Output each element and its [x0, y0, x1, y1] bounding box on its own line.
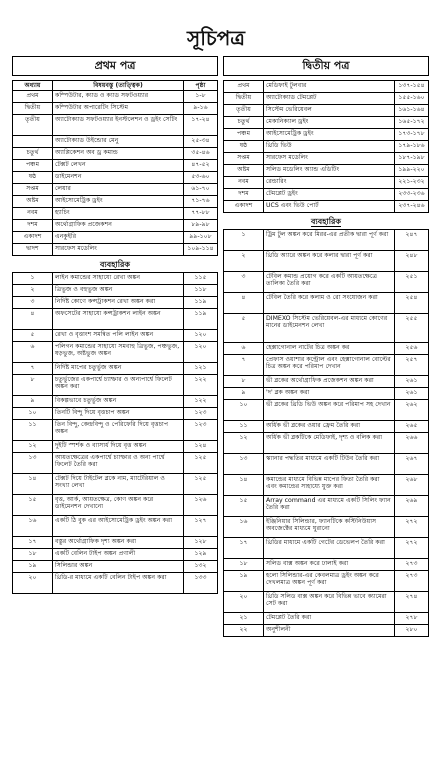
page-cell: ২৮০	[395, 625, 429, 637]
table-row	[13, 537, 218, 549]
chapter-cell: দশম	[224, 189, 264, 201]
table-row	[13, 516, 218, 537]
topic-cell: ইঞ্জিনিয়ার সিলিন্ডার, ফ্যানটিকে কস্টিনিউয়াস অবজেক্টের মাধ্যমে ঘুরানো	[264, 517, 395, 538]
table-row	[224, 400, 429, 421]
topic-cell: থ্রিডির মাধ্যমে একটি গেটের ডেভেলপ তৈরি করা	[264, 538, 395, 559]
table-row	[13, 474, 218, 495]
table-row	[13, 148, 218, 160]
table-row	[224, 496, 429, 517]
page-cell: ১২৩	[184, 420, 218, 441]
page-cell: ২৬২	[395, 400, 429, 421]
page-cell: ১২৯	[184, 549, 218, 561]
page-cell: ৯-১৬	[184, 103, 218, 115]
page-cell: ১২৩	[184, 408, 218, 420]
page-cell: ১০৯-১১৪	[184, 244, 218, 256]
topic-cell: সলিড মডেলিং অ্যান্ড এডিটিং	[264, 165, 395, 177]
page-cell: ১৭-২৪	[184, 115, 218, 136]
page-cell: ১৩৩	[184, 573, 218, 594]
table-row	[224, 613, 429, 625]
section-heading-practical: ব্যবহারিক	[99, 260, 131, 270]
topic-cell: অফসেটের সাহায্যে কন্সট্রাকশন লাইন অঙ্কন	[53, 309, 184, 330]
table-row	[224, 517, 429, 538]
topic-cell: ট্রিম টুল অঙ্কন করে মিরর-এর প্রতীক দ্বারা পূর্ণ করা	[264, 230, 395, 251]
topic-cell: অর্ধিক ভী ব্লকটিকে মেডিফাই, দৃশ্য ও বলিক করা	[264, 433, 395, 454]
chapter-cell: নবম	[224, 177, 264, 189]
table-row	[224, 230, 429, 251]
table-row	[224, 153, 429, 165]
topic-cell: UCS এবং ভিউ পোর্ট	[264, 201, 395, 213]
chapter-cell: ১১	[13, 420, 53, 441]
topic-cell: অর্ধিক ভী ব্লকের ওয়ার ফ্রেম তৈরি করা	[264, 421, 395, 433]
chapter-cell: দ্বাদশ	[13, 244, 53, 256]
table-row	[13, 232, 218, 244]
topic-cell: থ্রিডি ভিউ	[264, 141, 395, 153]
page-cell: ২৭৮	[395, 613, 429, 625]
page-cell: ১১৫	[184, 273, 218, 285]
topic-cell: থ্রিডি-র মাধ্যমে একটি বেলিন টাইপ অঙ্কন করা	[53, 573, 184, 594]
topic-cell: 'দ' ব্লক অঙ্কন করা	[264, 388, 395, 400]
page-cell: ২৬৬	[395, 433, 429, 454]
topic-cell: দুইটি স্পর্শক ও ব্যাসার্ধ দিয়ে বৃত্ত অঙ্কন	[53, 441, 184, 453]
chapter-cell: ২০	[13, 573, 53, 594]
chapter-cell: ২	[13, 285, 53, 297]
chapter-cell: ১৬	[13, 516, 53, 537]
page-cell: ১৮৭-১৯৮	[395, 153, 429, 165]
page-cell: ২৭৩	[395, 559, 429, 571]
second-paper-table	[223, 80, 429, 637]
page-cell: ১২০	[184, 342, 218, 363]
topic-cell: টেক্সট দিয়ে টাইটেল ব্লকে নাম, ম্যাটেরিয়াল ও সংখ্যা লেখা	[53, 474, 184, 495]
topic-cell: হলো সিলিন্ডার-এর কেবলমাত্র ড্রইং অঙ্কন করে দেখলমাত্র অঙ্কন পূর্ণ করা	[264, 571, 395, 592]
topic-cell: অনুশীলনী	[264, 625, 395, 637]
table-row	[13, 375, 218, 396]
page-cell: ১৭৯-১৮৬	[395, 141, 429, 153]
table-row	[224, 201, 429, 213]
chapter-cell: ১১	[224, 421, 264, 433]
chapter-cell: ১৪	[13, 474, 53, 495]
table-row	[13, 160, 218, 172]
page-cell: ২৫৭	[395, 355, 429, 376]
chapter-cell: ৬	[13, 342, 53, 363]
table-row	[224, 105, 429, 117]
page-cell: ২৫৬	[395, 343, 429, 355]
table-row	[13, 91, 218, 103]
topic-cell: টেমপ্লেট ড্রইং	[264, 189, 395, 201]
table-row	[224, 433, 429, 454]
page-cell: ১-৮	[184, 91, 218, 103]
table-row	[13, 285, 218, 297]
chapter-cell: ২	[224, 251, 264, 272]
table-row	[224, 376, 429, 388]
chapter-cell: দ্বিতীয়	[224, 93, 264, 105]
page-cell: ১৬৫-১৭২	[395, 117, 429, 129]
table-row	[224, 559, 429, 571]
chapter-cell: ৯	[224, 388, 264, 400]
topic-cell: থ্রিডি অ্যারে অঙ্কন করে কলার দ্বারা পূর্ণ করা	[264, 251, 395, 272]
page-cell: ২৬৫	[395, 421, 429, 433]
table-row	[224, 454, 429, 475]
chapter-cell: ৭	[13, 363, 53, 375]
page-cell: ১২৭	[184, 516, 218, 537]
page-cell: ২৭৪	[395, 592, 429, 613]
topic-cell: টেবিল কমান্ড প্রয়োগ করে একটি আয়তক্ষেত্রে তালিকা তৈরি করা	[264, 272, 395, 293]
page-cell: ২৩৩-২৩৬	[395, 189, 429, 201]
chapter-cell: পঞ্চম	[224, 129, 264, 141]
page-cell: ১৩২	[184, 561, 218, 573]
table-row	[224, 117, 429, 129]
topic-cell: টেবিল তৈরি করে কলাম ও রো সংযোজন করা	[264, 293, 395, 314]
chapter-cell: ৯	[13, 396, 53, 408]
table-row	[13, 396, 218, 408]
table-row	[224, 421, 429, 433]
page-cell: ২৬৭	[395, 454, 429, 475]
chapter-cell: ৩	[13, 297, 53, 309]
page-cell: ৪৭-৫২	[184, 160, 218, 172]
chapter-cell: ১৭	[13, 537, 53, 549]
topic-cell: রেন্ডারিং	[264, 177, 395, 189]
table-row	[224, 355, 429, 376]
chapter-cell: সপ্তম	[224, 153, 264, 165]
topic-cell: কমান্ডের মাধ্যমে বিভিন্ন মাপের ফিতা তৈরি করা এবং কমান্ডের সাহায্যে যুক্ত করা	[264, 475, 395, 496]
chapter-cell: ৪	[224, 293, 264, 314]
page-cell: ৬১-৭০	[184, 184, 218, 196]
table-row	[224, 625, 429, 637]
table-row	[224, 475, 429, 496]
table-header-row	[13, 81, 218, 91]
table-row	[224, 592, 429, 613]
topic-cell: কম্পিউটার, ক্যাড ও ক্যাড সফটওয়্যার	[53, 91, 184, 103]
topic-cell: অর্থোগ্রাফিক প্রজেকশন	[53, 220, 184, 232]
topic-cell: এনকুইরি	[53, 232, 184, 244]
table-row	[13, 408, 218, 420]
topic-cell: আইসোমেট্রিক ড্রইং	[264, 129, 395, 141]
table-row	[224, 177, 429, 189]
chapter-cell: ১৩	[13, 453, 53, 474]
chapter-cell: দশম	[13, 220, 53, 232]
chapter-cell: ১২	[224, 433, 264, 454]
page-cell: ৮৯-৯৮	[184, 220, 218, 232]
page-cell: ১৬১-১৬৪	[395, 105, 429, 117]
first-paper-table	[12, 80, 218, 594]
chapter-cell: ৩	[224, 272, 264, 293]
table-row	[13, 208, 218, 220]
topic-cell: তিন বিন্দু, কেন্দ্রবিন্দু ও পেরিফেরি দিয়ে বৃত্তচাপ অঙ্কন	[53, 420, 184, 441]
topic-cell: মেডিফাই টুলবার	[264, 81, 395, 93]
table-row	[13, 297, 218, 309]
table-row	[224, 129, 429, 141]
page-cell: ২৬১	[395, 376, 429, 388]
topic-cell: অ্যাটোক্যাড সফটওয়্যার ইনস্টলেশন ও ড্রইং সেটিং	[53, 115, 184, 136]
section-heading-practical: ব্যবহারিক	[310, 217, 342, 226]
page-cell: ১২৪	[184, 441, 218, 453]
table-row	[13, 441, 218, 453]
topic-cell: টেক্সট লেখন	[53, 160, 184, 172]
chapter-cell: ষষ্ঠ	[224, 141, 264, 153]
page-cell: ১২৫	[184, 474, 218, 495]
table-row	[224, 343, 429, 355]
table-row	[224, 571, 429, 592]
topic-cell: টেমপ্লেট তৈরি করা	[264, 613, 395, 625]
topic-cell: বৃত্ত, আর্ক, আয়তক্ষেত্র, কোণ অঙ্কন করে ডাইমেনশন দেখানো	[53, 495, 184, 516]
chapter-cell: ৮	[13, 375, 53, 396]
column-header: পৃষ্ঠা	[184, 81, 218, 91]
chapter-cell: ১৯	[13, 561, 53, 573]
page-cell: ২৫১	[395, 272, 429, 293]
chapter-cell: চতুর্থ	[13, 148, 53, 160]
table-row	[224, 189, 429, 201]
chapter-cell: ১৭	[224, 538, 264, 559]
table-row	[224, 314, 429, 343]
page-cell: ২৩৭-২৪৬	[395, 201, 429, 213]
table-row	[13, 549, 218, 561]
topic-cell: থ্রিডি সলিড বাক্স অঙ্কন করে বিভিন্ন ভাবে ক্যামেরা সেট করা	[264, 592, 395, 613]
first-paper-column	[12, 56, 218, 594]
column-header: অধ্যায়	[13, 81, 53, 91]
topic-cell: Array command এর মাধ্যমে একটি সিলিং ফ্যান তৈরি করা	[264, 496, 395, 517]
page-cell: ২৫৫	[395, 314, 429, 343]
chapter-cell: দ্বিতীয়	[13, 103, 53, 115]
topic-cell: একটি ঠি বুক এর আইসোমেট্রিক ড্রইং অঙ্কন করা	[53, 516, 184, 537]
chapter-cell: অষ্টম	[224, 165, 264, 177]
chapter-cell: ১০	[224, 400, 264, 421]
table-row	[13, 342, 218, 363]
topic-cell: নির্দিষ্ট মাপের চতুর্ভুজ অঙ্কন	[53, 363, 184, 375]
chapter-cell: চতুর্থ	[224, 117, 264, 129]
page-cell: ২৭২	[395, 517, 429, 538]
table-row	[13, 220, 218, 232]
table-row	[224, 388, 429, 400]
topic-cell: ভী ব্লকের থ্রিডি ভিউ অঙ্কন করে পরিমাপ সহ দেখান	[264, 400, 395, 421]
page-cell: ১২৮	[184, 537, 218, 549]
page-cell: ১২১	[184, 363, 218, 375]
table-row	[13, 561, 218, 573]
chapter-cell: ৫	[13, 330, 53, 342]
chapter-cell	[13, 136, 53, 148]
page-cell: ২৪৮	[395, 251, 429, 272]
topic-cell: কম্পিউটার অপারেটিং সিস্টেম	[53, 103, 184, 115]
page-cell: ২৭৩	[395, 571, 429, 592]
chapter-cell: ১৮	[224, 559, 264, 571]
first-paper-header: প্রথম পত্র	[12, 56, 218, 76]
table-row	[13, 103, 218, 115]
chapter-cell: ২১	[224, 613, 264, 625]
topic-cell: সারফেস মডেলিং	[53, 244, 184, 256]
table-row	[224, 165, 429, 177]
topic-cell: মেকানিক্যাল ড্রইং	[264, 117, 395, 129]
topic-cell: সিলিন্ডার অঙ্কন	[53, 561, 184, 573]
chapter-cell: ১০	[13, 408, 53, 420]
topic-cell: ডাইমেনশন	[53, 172, 184, 184]
chapter-cell: ২০	[224, 592, 264, 613]
chapter-cell: সপ্তম	[13, 184, 53, 196]
table-row	[13, 309, 218, 330]
page-cell: ২২১-২৩২	[395, 177, 429, 189]
topic-cell: চতুর্ভুজের একপার্শ্বে চ্যাম্ফার ও অন্যপার্শ্বে ফিলেট অঙ্কন করা	[53, 375, 184, 396]
topic-cell: DIMEXO সিস্টেম ভেরিয়েবল-এর মাধ্যমে কোণের মানের ডাইমেনশন লেখা	[264, 314, 395, 343]
topic-cell: আইসোমেট্রিক ড্রইং	[53, 196, 184, 208]
topic-cell: অ্যাপ্লিকেশন অব ড্র কমান্ড	[53, 148, 184, 160]
table-row	[13, 453, 218, 474]
chapter-cell: ৮	[224, 376, 264, 388]
topic-cell: সলিড বাক্স অঙ্কন করে ঢালাই করা	[264, 559, 395, 571]
page-cell: ৯৯-১০৮	[184, 232, 218, 244]
page-cell: ১২২	[184, 396, 218, 408]
table-row	[13, 420, 218, 441]
table-row	[13, 363, 218, 375]
topic-cell: হেক্সাগোনাল নাটের চিত্র অঙ্কন কর	[264, 343, 395, 355]
table-row	[13, 330, 218, 342]
chapter-cell: ৫	[224, 314, 264, 343]
page-cell: ১৭৩-১৭৮	[395, 129, 429, 141]
page-cell: ৫৩-৬০	[184, 172, 218, 184]
table-row	[224, 141, 429, 153]
page-cell: ২৭২	[395, 538, 429, 559]
page-cell: ২৪৭	[395, 230, 429, 251]
topic-cell: বস্তুর অর্থোগ্রাফিক দৃশ্য অঙ্কন করা	[53, 537, 184, 549]
chapter-cell: ১৫	[224, 496, 264, 517]
page-cell: ১১৮	[184, 285, 218, 297]
page-cell: ১২৬	[184, 495, 218, 516]
page-cell: ১২৫	[184, 453, 218, 474]
topic-cell: লেয়ার	[53, 184, 184, 196]
topic-cell: অ্যাটোক্যাড উইন্ডোর মেনু	[53, 136, 184, 148]
chapter-cell: ১	[224, 230, 264, 251]
chapter-cell: তৃতীয়	[224, 105, 264, 117]
chapter-cell: পঞ্চম	[13, 160, 53, 172]
table-row	[13, 172, 218, 184]
table-row	[13, 115, 218, 136]
chapter-cell: তৃতীয়	[13, 115, 53, 136]
topic-cell: হ্যাচিং	[53, 208, 184, 220]
page-cell: ১১৯	[184, 297, 218, 309]
topic-cell: প্রেফাস ওয়াশার কন্ট্রোল এবং হেক্সাগোনাল বোল্টের চিত্র অঙ্কন করে পরিমাপ দেখান	[264, 355, 395, 376]
page-cell: ১৩৭-১৫৪	[395, 81, 429, 93]
table-row	[224, 293, 429, 314]
page-cell: ২৬৯	[395, 496, 429, 517]
topic-cell: একটি বেলিন টাইপ অঙ্কন প্রণালী	[53, 549, 184, 561]
topic-cell: আয়তক্ষেত্রের একপার্শ্বে চ্যাম্ফার ও অন্য পার্শ্বে ফিলেট তৈরি করা	[53, 453, 184, 474]
chapter-cell: নবম	[13, 208, 53, 220]
page-cell: ৭৭-৮৮	[184, 208, 218, 220]
table-row	[224, 93, 429, 105]
chapter-cell: একাদশ	[13, 232, 53, 244]
chapter-cell: ১২	[13, 441, 53, 453]
topic-cell: অ্যাটোক্যাড টেমপ্লেট	[264, 93, 395, 105]
chapter-cell: ১৫	[13, 495, 53, 516]
chapter-cell: ৭	[224, 355, 264, 376]
chapter-cell: ৪	[13, 309, 53, 330]
chapter-cell: ষষ্ঠ	[13, 172, 53, 184]
page-cell: ২৬১	[395, 388, 429, 400]
table-row	[13, 573, 218, 594]
topic-cell: ভী ব্লকের অর্থোগ্রাফিক প্রজেকশন অঙ্কন করা	[264, 376, 395, 388]
topic-cell: বিকল্পভাবে চতুর্ভুজ অঙ্কন	[53, 396, 184, 408]
topic-cell: সিস্টেম ভেরিয়েবল	[264, 105, 395, 117]
chapter-cell: ২২	[224, 625, 264, 637]
page-cell: ৩৫-৪৬	[184, 148, 218, 160]
topic-cell: সারফেস মডেলিং	[264, 153, 395, 165]
column-header: বিষয়বস্তু (তাত্ত্বিক)	[53, 81, 184, 91]
page-cell: ২৫৪	[395, 293, 429, 314]
page-cell: ২৬৮	[395, 475, 429, 496]
table-row	[13, 273, 218, 285]
chapter-cell: প্রথম	[224, 81, 264, 93]
table-row	[224, 81, 429, 93]
table-row	[13, 244, 218, 256]
table-row	[224, 251, 429, 272]
chapter-cell: ১৪	[224, 475, 264, 496]
table-row	[224, 538, 429, 559]
table-row	[224, 272, 429, 293]
second-paper-header: দ্বিতীয় পত্র	[223, 56, 429, 76]
page-cell: ৭১-৭৬	[184, 196, 218, 208]
second-paper-column	[223, 56, 429, 637]
chapter-cell: ১৩	[224, 454, 264, 475]
chapter-cell: প্রথম	[13, 91, 53, 103]
page-cell: ২৫-৩৪	[184, 136, 218, 148]
chapter-cell: ১	[13, 273, 53, 285]
topic-cell: লাইন কমান্ডের সাহায্যে রেখা অঙ্কন	[53, 273, 184, 285]
table-row	[13, 196, 218, 208]
topic-cell: স্ক্যানার পদ্ধতির মাধ্যমে একটি টিউব তৈরি করা	[264, 454, 395, 475]
chapter-cell: ১৮	[13, 549, 53, 561]
chapter-cell: ৬	[224, 343, 264, 355]
table-row	[13, 495, 218, 516]
page-cell: ১২০	[184, 330, 218, 342]
chapter-cell: ১৯	[224, 571, 264, 592]
topic-cell: পলিগন কমান্ডের সাহায্যে সমবাহু ত্রিভুজ, পঞ্চভুজ, ষড়ভুজ, অষ্টভুজ অঙ্কন	[53, 342, 184, 363]
topic-cell: নির্দিষ্ট কোণে কন্সট্রাকশন রেখা অঙ্কন করা	[53, 297, 184, 309]
table-row	[13, 184, 218, 196]
page-cell: ১৫৫-১৬০	[395, 93, 429, 105]
chapter-cell: অষ্টম	[13, 196, 53, 208]
topic-cell: ত্রিভুজ ও বহুভুজ অঙ্কন	[53, 285, 184, 297]
page-cell: ১৯৯-২২০	[395, 165, 429, 177]
topic-cell: রেখা ও বৃত্তাংশ সমন্বিত পলি লাইন অঙ্কন	[53, 330, 184, 342]
chapter-cell: ১৬	[224, 517, 264, 538]
page-cell: ১১৯	[184, 309, 218, 330]
topic-cell: তিনটি বিন্দু দিয়ে বৃত্তচাপ অঙ্কন	[53, 408, 184, 420]
chapter-cell: একাদশ	[224, 201, 264, 213]
page-title: সূচিপত্র	[187, 26, 245, 50]
table-row	[13, 136, 218, 148]
page-cell: ১২২	[184, 375, 218, 396]
